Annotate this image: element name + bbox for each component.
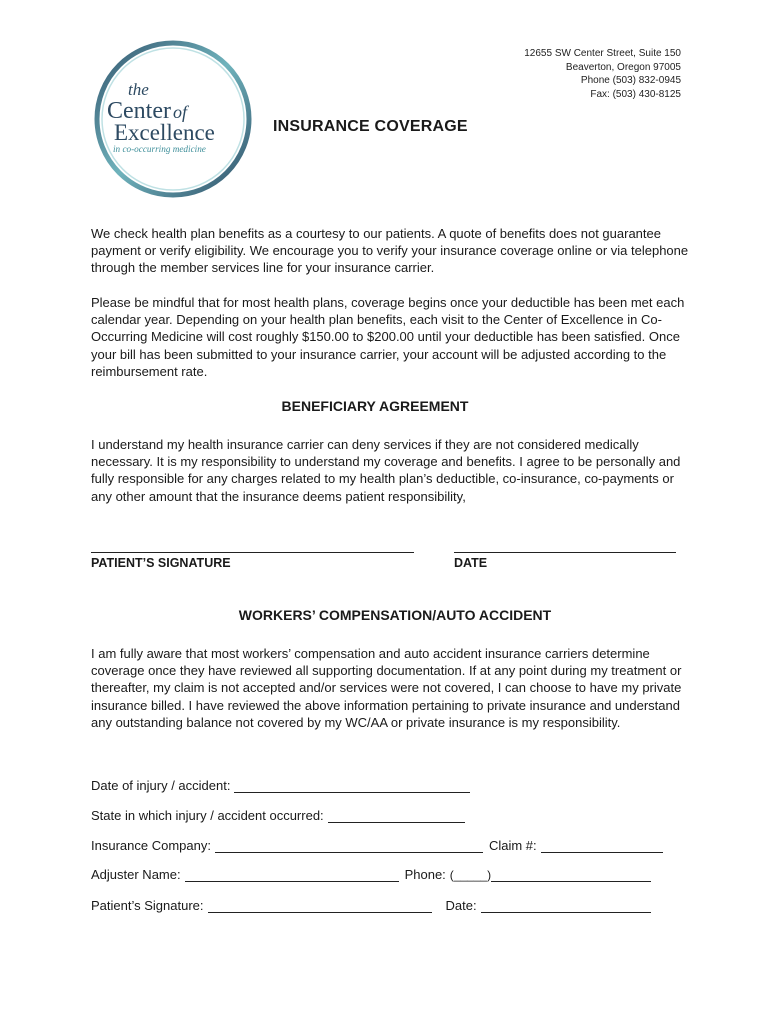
beneficiary-heading: BENEFICIARY AGREEMENT [281,398,469,414]
clinic-address [524,47,681,101]
adjuster-name-input[interactable] [185,870,399,882]
date-of-injury-row [91,778,470,793]
patient-signature-label: PATIENT’S SIGNATURE [91,556,231,570]
logo-text-excellence: Excellence [114,120,215,145]
intro-paragraph-1: We check health plan benefits as a courtesy to our patients. A quote of benefits does not guarantee payment or verify eligibility. We encourage you to verify your insurance coverage online or via telephone through the member services line for your insurance carrier. [91,226,689,276]
center-of-excellence-logo [92,38,254,200]
phone-area-code[interactable]: (_____) [449,868,492,882]
date-of-injury-label: Date of injury / accident: [91,778,231,793]
beneficiary-text: I understand my health insurance carrier can deny services if they are not considered medically necessary. It is my responsibility to understand my coverage and benefits. I agree to be personally and fully responsible for any charges related to my health plan’s deductible, co-insurance, co-payments or any other amount that the insurance deems patient responsibility, [91,437,681,504]
date-label: DATE [454,556,488,570]
logo-text-tagline: in co-occurring medicine [113,144,206,154]
address-street: 12655 SW Center Street, Suite 150 [524,48,681,59]
phone-input[interactable] [491,870,651,882]
date-input[interactable] [481,901,651,913]
logo-text-of: of [172,102,187,122]
page-title: INSURANCE COVERAGE [273,118,468,135]
address-fax: Fax: (503) 430-8125 [590,88,681,100]
claim-input[interactable] [541,841,663,853]
phone-label: Phone: [404,867,446,882]
claim-label: Claim #: [488,838,537,853]
date-field-label: Date: [445,898,477,913]
adjuster-name-label: Adjuster Name: [91,867,181,882]
intro-paragraph-2: Please be mindful that for most health plans, coverage begins once your deductible has been met each calendar year. Depending on your health plan benefits, each visit to the Center of Excellence in Co-Occurring Medicine will cost roughly $150.00 to $200.00 until your deductible has been satisfied. Once your bill has been submitted to your insurance carrier, your account will be adjusted according to the reimbursement rate. [91,295,685,379]
address-phone: Phone (503) 832-0945 [580,75,681,86]
logo-text-the: the [128,80,149,99]
address-city: Beaverton, Oregon 97005 [565,61,681,73]
patient-signature-line[interactable] [91,552,414,553]
insurance-company-input[interactable] [215,841,483,853]
state-row [91,808,465,823]
logo-text-center: Center [107,98,171,124]
patient-signature-row [91,898,651,913]
state-input[interactable] [328,811,465,823]
date-line[interactable] [454,552,676,553]
adjuster-row [91,867,651,882]
date-of-injury-input[interactable] [234,781,470,793]
insurance-company-label: Insurance Company: [91,838,211,853]
workers-comp-heading: WORKERS’ COMPENSATION/AUTO ACCIDENT [238,607,552,623]
patient-signature-field-label: Patient’s Signature: [91,898,204,913]
workers-comp-text: I am fully aware that most workers’ compensation and auto accident insurance carriers determine coverage once they have reviewed all supporting documentation. If at any point during my treatment or thereafter, my claim is not accepted and/or services were not covered, I can choose to have my private insurance billed. I have reviewed the above information pertaining to private insurance and understand any outstanding balance not covered by my WC/AA or private insurance is my responsibility. [91,646,682,730]
patient-signature-input[interactable] [208,901,432,913]
state-label: State in which injury / accident occurred: [91,808,324,823]
insurance-company-row [91,838,663,853]
